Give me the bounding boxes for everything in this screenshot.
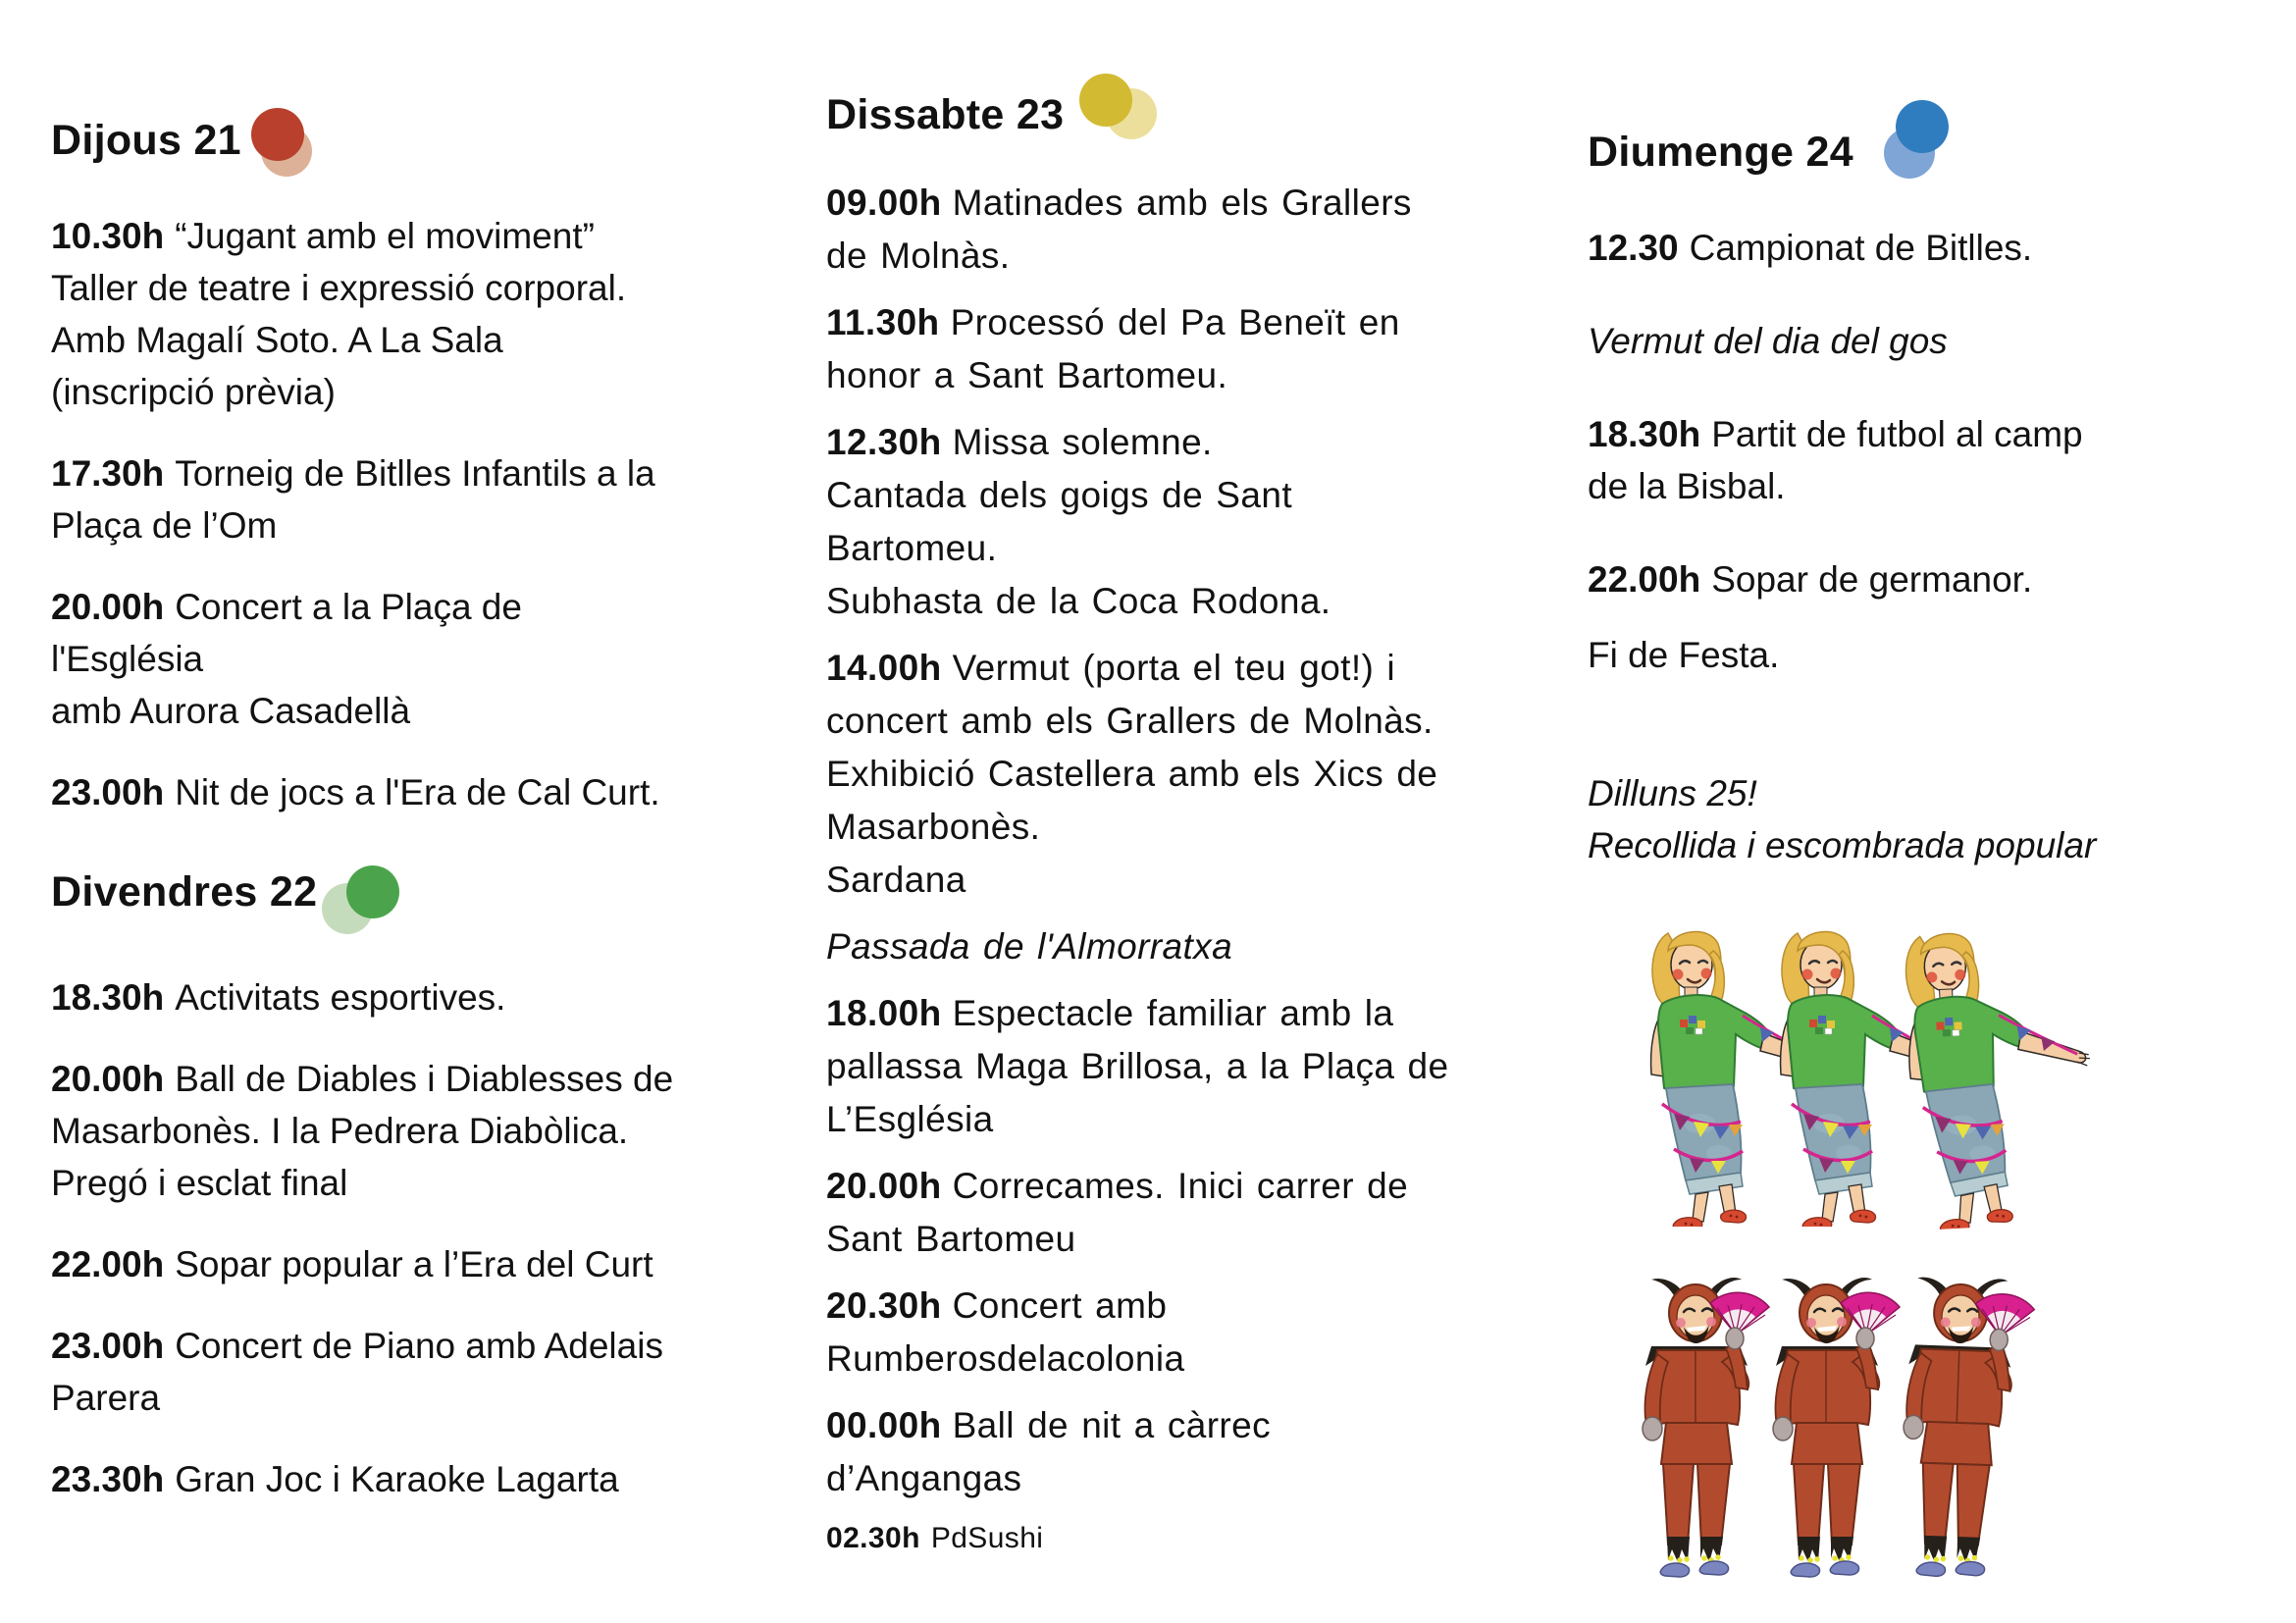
event-text: Concert a la Plaça de l'Església [51, 587, 522, 679]
event [826, 642, 1479, 907]
event-text: Missa solemne. [952, 422, 1213, 462]
event [826, 296, 1479, 402]
event-text: Parera [51, 1378, 161, 1418]
event-text: Partit de futbol al camp [1711, 414, 2083, 454]
devil-illustration [1754, 1274, 1902, 1585]
day-section-divendres [51, 867, 684, 1535]
event [826, 987, 1479, 1146]
event-text: Activitats esportives. [175, 977, 506, 1018]
event-time: 18.30h [1588, 414, 1701, 454]
event-time: 17.30h [51, 453, 165, 494]
event-time: 09.00h [826, 183, 942, 223]
event [51, 1238, 684, 1290]
day-heading [51, 867, 684, 918]
event-text: honor a Sant Bartomeu. [826, 355, 1228, 395]
event [51, 210, 684, 418]
event-text: Correcames. Inici carrer de [952, 1166, 1409, 1206]
event-text: Pregó i esclat final [51, 1163, 348, 1203]
day-title: Dijous 21 [51, 117, 241, 164]
event-text: Processó del Pa Beneït en [950, 302, 1400, 342]
event-text: Matinades amb els Grallers [952, 183, 1412, 223]
event-text: Ball de nit a càrrec [952, 1405, 1272, 1445]
event-text: Sant Bartomeu [826, 1219, 1076, 1259]
day-title: Diumenge 24 [1588, 129, 1853, 176]
devil-illustration [1624, 1274, 1771, 1585]
note [1588, 767, 2274, 871]
event-text: Masarbonès. [826, 807, 1041, 847]
event-time: 18.00h [826, 993, 942, 1033]
event [51, 581, 684, 737]
note-text: Dilluns 25! [1588, 773, 1757, 813]
day-title: Dissabte 23 [826, 91, 1065, 138]
day-section-dissabte [826, 90, 1479, 1572]
event-text: Taller de teatre i expressió corporal. [51, 268, 627, 308]
event-text: Nit de jocs a l'Era de Cal Curt. [175, 772, 660, 812]
note-text: Passada de l'Almorratxa [826, 926, 1233, 967]
event-time: 20.00h [51, 587, 165, 627]
day-section-dijous [51, 116, 684, 848]
event-text: de la Bisbal. [1588, 466, 1786, 506]
event-time: 23.00h [51, 1326, 165, 1366]
event-text: Sopar de germanor. [1711, 559, 2033, 600]
event-text: Subhasta de la Coca Rodona. [826, 581, 1331, 621]
event [826, 1399, 1479, 1505]
event-text: Sopar popular a l’Era del Curt [175, 1244, 653, 1284]
event [51, 766, 684, 818]
event-text: concert amb els Grallers de Molnàs. [826, 701, 1434, 741]
event-text: Masarbonès. I la Pedrera Diabòlica. [51, 1111, 629, 1151]
event [1588, 553, 2274, 605]
event-text: Bartomeu. [826, 528, 998, 568]
event-time: 12.30h [826, 422, 942, 462]
event-time: 20.00h [51, 1059, 165, 1099]
event-text: Gran Joc i Karaoke Lagarta [175, 1459, 619, 1499]
event [51, 1320, 684, 1424]
event [1588, 222, 2274, 274]
day-heading [826, 90, 1479, 141]
day-title: Divendres 22 [51, 868, 318, 916]
event [826, 1160, 1479, 1266]
event-time: 23.00h [51, 772, 165, 812]
status-text [1588, 629, 2274, 681]
devil-illustration [1880, 1271, 2038, 1587]
event-text: Exhibició Castellera amb els Xics de [826, 754, 1438, 794]
event-time: 18.30h [51, 977, 165, 1018]
dancer-illustration [1868, 912, 2110, 1232]
event-time: 22.00h [51, 1244, 165, 1284]
event-text: d’Angangas [826, 1458, 1022, 1498]
event-time: 00.00h [826, 1405, 942, 1445]
event-text: pallassa Maga Brillosa, a la Plaça de [826, 1046, 1449, 1086]
event-time: 23.30h [51, 1459, 165, 1499]
event-time: 11.30h [826, 302, 940, 342]
event-text: Espectacle familiar amb la [952, 993, 1394, 1033]
plain-text: Fi de Festa. [1588, 635, 1780, 675]
event [51, 971, 684, 1023]
event-text: Torneig de Bitlles Infantils a la [175, 453, 655, 494]
event [826, 177, 1479, 283]
event-time: 12.30 [1588, 228, 1679, 268]
note [826, 920, 1479, 973]
event [51, 1053, 684, 1209]
event-text: Rumberosdelacolonia [826, 1338, 1185, 1379]
event-text: Cantada dels goigs de Sant [826, 475, 1293, 515]
event-text: Campionat de Bitlles. [1689, 228, 2033, 268]
event-text: (inscripció prèvia) [51, 372, 336, 412]
note-text: Vermut del dia del gos [1588, 321, 1948, 361]
note-text: Recollida i escombrada popular [1588, 825, 2097, 865]
day-heading [1588, 128, 2274, 179]
event-text: “Jugant amb el moviment” [175, 216, 595, 256]
event [826, 1280, 1479, 1386]
event-time: 22.00h [1588, 559, 1701, 600]
event-text: Sardana [826, 860, 966, 900]
event-text: L’Església [826, 1099, 994, 1139]
event [1588, 408, 2274, 512]
event-text: Plaça de l’Om [51, 505, 278, 546]
event-text: Ball de Diables i Diablesses de [175, 1059, 674, 1099]
event-time: 10.30h [51, 216, 165, 256]
event-time: 14.00h [826, 648, 942, 688]
event [51, 1453, 684, 1505]
event-time: 02.30h [826, 1522, 920, 1554]
event-text: amb Aurora Casadellà [51, 691, 411, 731]
day-heading [51, 116, 684, 167]
event-time: 20.00h [826, 1166, 942, 1206]
event-text: Amb Magalí Soto. A La Sala [51, 320, 503, 360]
event [826, 1519, 1479, 1558]
event [826, 416, 1479, 628]
event-text: de Molnàs. [826, 236, 1011, 276]
event-time: 20.30h [826, 1285, 942, 1326]
note [1588, 315, 2274, 367]
event-text: Concert amb [952, 1285, 1168, 1326]
day-section-diumenge [1588, 128, 2274, 913]
event-text: Concert de Piano amb Adelais [175, 1326, 663, 1366]
event [51, 447, 684, 551]
event-text: Vermut (porta el teu got!) i [952, 648, 1396, 688]
event-text: PdSushi [930, 1522, 1044, 1554]
